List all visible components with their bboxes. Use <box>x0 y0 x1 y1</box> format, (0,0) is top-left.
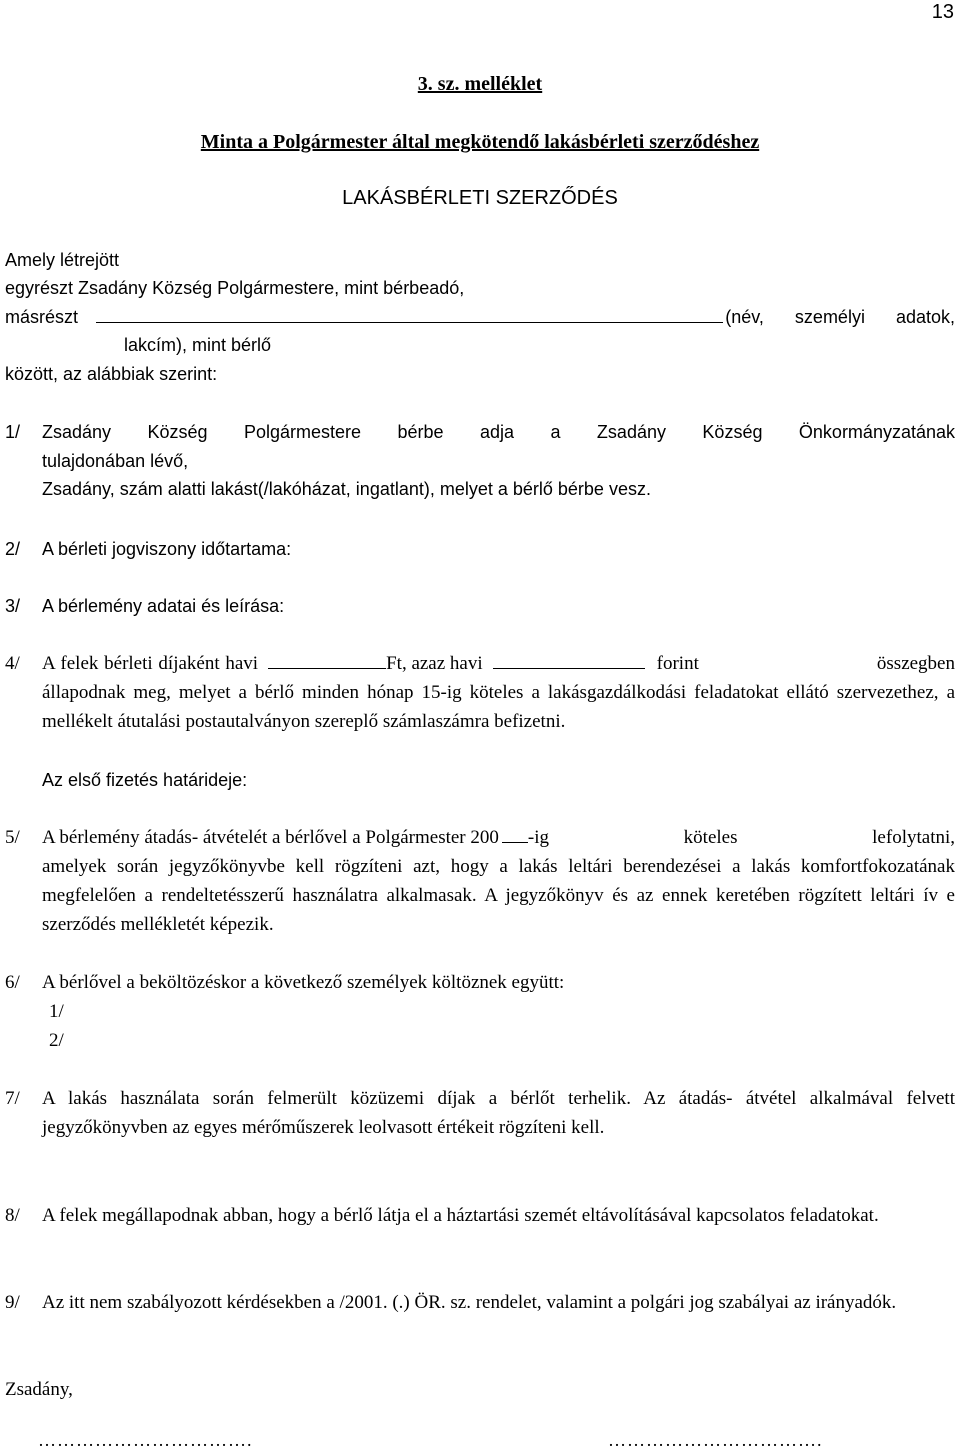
annex-label: 3. sz. melléklet <box>417 73 543 95</box>
section-6-number: 6/ <box>5 972 20 993</box>
section-9-text: Az itt nem szabályozott kérdésekben a /2001. (.) ÖR. sz. rendelet, valamint a polgári jog szabályai az irányadók. <box>42 1292 897 1313</box>
contract-heading: LAKÁSBÉRLETI SZERZŐDÉS <box>342 187 618 209</box>
page-number: 13 <box>931 1 954 23</box>
section-4-part-1: A felek bérleti díjaként havi <box>42 653 259 674</box>
handover-date-blank <box>502 824 528 843</box>
section-1-line-3: Zsadány, szám alatti lakást(/lakóházat, ingatlant), melyet a bérlő bérbe vesz. <box>42 479 651 499</box>
section-4-number: 4/ <box>5 653 20 674</box>
section-1-number: 1/ <box>5 422 21 442</box>
section-4-rest: állapodnak meg, melyet a bérlő minden hónap 15-ig köteles a lakásgazdálkodási feladatokat ellátó szervezethez, a mellékelt átutalási postautalványon szereplő számlaszámra befizetni. <box>42 682 955 732</box>
signature-line-right: ……………………………. <box>608 1430 823 1450</box>
document-title: Minta a Polgármester által megkötendő lakásbérleti szerződéshez <box>200 131 760 153</box>
intro-line-3-right: (név, személyi adatok, <box>725 307 955 327</box>
intro-line-5: között, az alábbiak szerint: <box>5 364 218 384</box>
closing-place: Zsadány, <box>5 1379 73 1400</box>
section-7-text: A lakás használata során felmerült közüzemi díjak a bérlőt terhelik. Az átadás- átvétel alkalmával felvett jegyzőkönyvben az egyes mérőműszerek leolvasott értékeit rögzíteni kell. <box>42 1088 955 1138</box>
section-2-text: A bérleti jogviszony időtartama: <box>42 539 292 559</box>
section-5-part-2: -ig köteles lefolytatni, <box>527 827 955 848</box>
section-1-line-2: tulajdonában lévő, <box>42 451 189 471</box>
section-5-part-1: A bérlemény átadás- átvételét a bérlővel a Polgármester 200 <box>42 827 499 848</box>
section-5-number: 5/ <box>5 827 20 848</box>
tenant-name-blank <box>96 304 723 323</box>
section-6-text: A bérlővel a beköltözéskor a következő személyek költöznek együtt: <box>42 972 565 993</box>
section-4-first-line <box>42 649 955 678</box>
section-2-number: 2/ <box>5 539 21 559</box>
intro-line-1: Amely létrejött <box>5 250 120 270</box>
intro-line-4: lakcím), mint bérlő <box>124 335 272 355</box>
intro-line-3-left: másrészt <box>5 307 79 327</box>
section-4-first-payment: Az első fizetés határideje: <box>42 770 248 790</box>
section-3-text: A bérlemény adatai és leírása: <box>42 596 285 616</box>
section-4-part-3: forint összegben <box>656 653 955 674</box>
section-5-first-line <box>42 823 955 852</box>
section-5-rest: amelyek során jegyzőkönyvbe kell rögzíteni azt, hogy a lakás leltári berendezései a lakás komfortfokozatának megfelelően a rendeltetésszerű használatra alkalmasak. A jegyzőkönyv és az ennek keretében rögzített leltári ív e szerződés mellékletét képezik. <box>42 856 955 935</box>
intro-line-3 <box>5 303 955 332</box>
monthly-fee-blank <box>268 650 386 669</box>
section-6-item-2: 2/ <box>49 1030 64 1051</box>
section-1-line-1: Zsadány Község Polgármestere bérbe adja a Zsadány Község Önkormányzatának <box>42 422 955 442</box>
section-8-number: 8/ <box>5 1205 20 1226</box>
section-6-item-1: 1/ <box>49 1001 64 1022</box>
section-9-number: 9/ <box>5 1292 20 1313</box>
section-8-text: A felek megállapodnak abban, hogy a bérlő látja el a háztartási szemét eltávolításával kapcsolatos feladatokat. <box>42 1205 879 1226</box>
intro-line-2: egyrészt Zsadány Község Polgármestere, mint bérbeadó, <box>5 278 465 298</box>
section-7-number: 7/ <box>5 1088 20 1109</box>
section-3-number: 3/ <box>5 596 21 616</box>
fee-in-words-blank <box>493 650 645 669</box>
signature-line-left: ……………………………. <box>38 1430 253 1450</box>
section-4-part-2: Ft, azaz havi <box>386 653 483 674</box>
